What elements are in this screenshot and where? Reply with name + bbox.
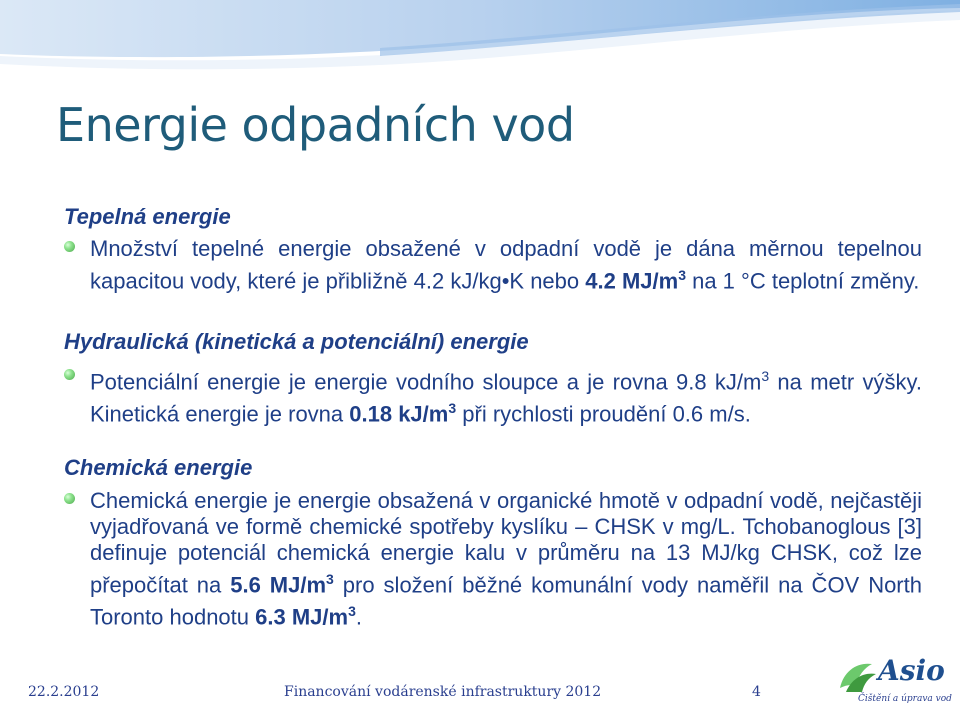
- section-text-chemical: Chemická energie je energie obsažená v organické hmotě v odpadní vodě, nejčastěji vyjadřovaná ve formě chemické spotřeby kyslíku – CHSK v mg/L. Tchobanoglous [3] definuje potenciál chemická energie kalu v průměru na 13 MJ/kg CHSK, což lze přepočítat na 5.6 $MJ/m^3$ pro složení běžné komunální vody naměřil na ČOV North Toronto hodnotu 6.3 $MJ/m^3$.: [90, 488, 922, 630]
- header-wave: [0, 0, 960, 80]
- page-number: 4: [752, 684, 761, 700]
- section-heading-thermal: Tepelná energie: [64, 204, 231, 229]
- section-text-thermal: Množství tepelné energie obsažené v odpadní vodě je dána měrnou tepelnou kapacitou vody, které je přibližně 4.2 kJ/kg•K nebo 4.2 $MJ/m^3$ na 1 °C teplotní změny.: [90, 236, 922, 294]
- bullet-icon: [64, 369, 75, 380]
- page-title: Energie odpadních vod: [56, 98, 575, 152]
- footer-date: 22.2.2012: [28, 684, 100, 700]
- logo-tagline: Čištění a úprava vod: [858, 694, 952, 704]
- logo-wordmark: Asio: [878, 654, 945, 687]
- bullet-icon: [64, 493, 75, 504]
- section-heading-hydraulic: Hydraulická (kinetická a potenciální) energie: [64, 329, 529, 354]
- section-heading-chemical: Chemická energie: [64, 455, 253, 480]
- bullet-icon: [64, 241, 75, 252]
- footer-title: Financování vodárenské infrastruktury 2012: [284, 684, 602, 700]
- section-text-hydraulic: Potenciální energie je energie vodního sloupce a je rovna 9.8 $kJ/m^3$ na metr výšky. Kinetická energie je rovna 0.18 $kJ/m^3$ při rychlosti proudění 0.6 m/s.: [90, 368, 922, 427]
- header-wave-graphic: [0, 0, 960, 80]
